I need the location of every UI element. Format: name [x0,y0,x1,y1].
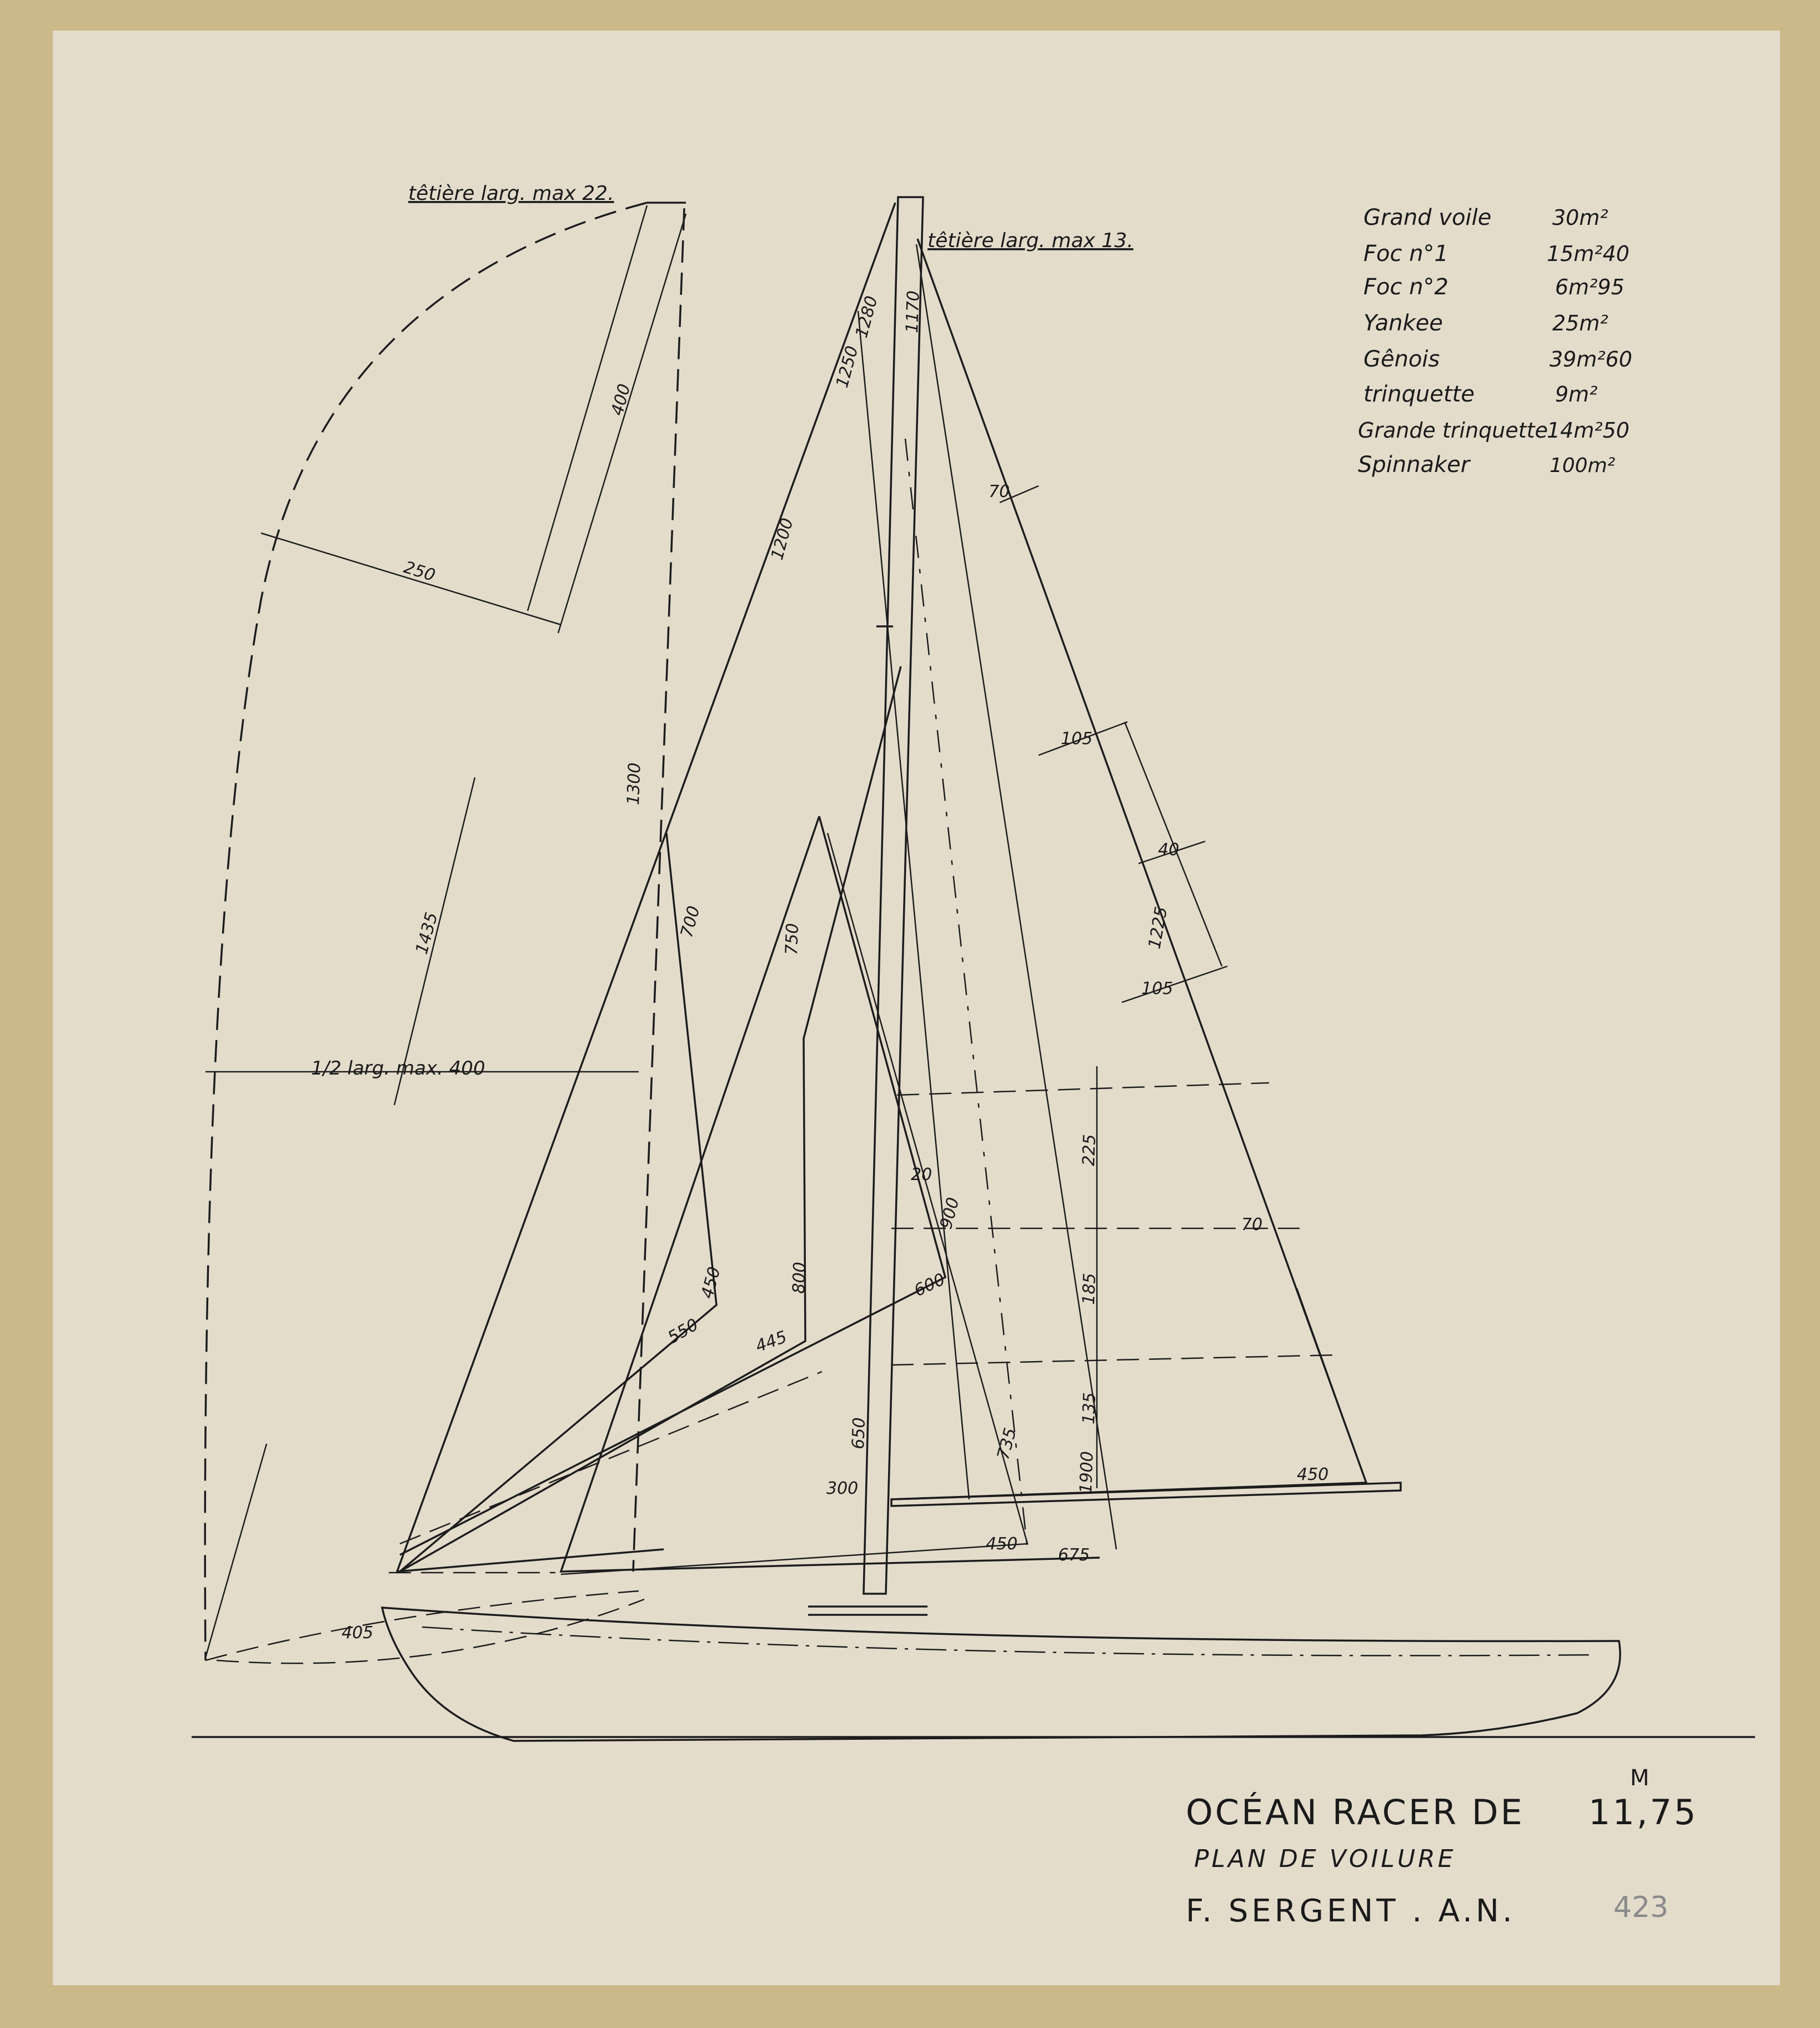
sail-area: 39m²60 [1550,347,1632,372]
sail-area: 9m² [1555,382,1598,406]
sail-area: 6m²95 [1555,275,1625,299]
dim-label: 450 [1297,1465,1329,1484]
sail-name: Foc n°1 [1363,241,1448,267]
sail-name: Yankee [1363,310,1443,336]
dim-label: 1435 [412,910,442,957]
dim-label: 700 [676,903,704,940]
dim-label: 300 [826,1479,859,1498]
dim-label: 1280 [851,294,882,340]
dim-label: 1250 [832,344,863,390]
sail-name: trinquette [1363,381,1475,407]
dim-label: 1225 [1145,905,1172,951]
dim-label: 225 [1079,1133,1100,1167]
dim-label: 800 [789,1261,810,1294]
sail-name: Gênois [1363,347,1440,372]
drawing-title: OCÉAN RACER DE [1186,1792,1525,1833]
dim-label: 445 [753,1327,790,1357]
length-unit: M [1630,1765,1649,1791]
sail-area: 15m²40 [1547,242,1630,266]
dim-label: 185 [1079,1272,1100,1306]
dim-label: 450 [697,1264,725,1301]
dim-label: 550 [664,1314,702,1348]
dim-label: 675 [1058,1545,1090,1565]
length-value: 11,75 [1588,1792,1698,1833]
sail-area: 30m² [1552,205,1608,230]
sail-area: 14m²50 [1547,418,1630,443]
dim-label: 1300 [624,762,645,806]
dim-label: 600 [911,1269,949,1301]
drawing-subtitle: PLAN DE VOILURE [1194,1845,1456,1873]
dim-label: 400 [607,381,635,418]
sail-name: Foc n°2 [1363,274,1448,300]
sail-area: 100m² [1550,454,1616,477]
drawing-author: F. SERGENT . A.N. [1186,1893,1516,1929]
dim-label: 70 [1241,1215,1263,1234]
dim-label: 405 [342,1623,374,1643]
dim-label: 1200 [767,516,798,563]
dim-label: 20 [911,1165,932,1184]
sail-name: Grande trinquette [1358,418,1548,443]
sheet-number: 423 [1613,1891,1669,1924]
dim-label: 1170 [903,290,924,334]
half-width-note: 1/2 larg. max. 400 [311,1057,485,1080]
dim-label: 135 [1079,1392,1100,1425]
dim-label: 70 [989,482,1010,501]
sail-area: 25m² [1552,311,1608,335]
dim-label: 105 [1141,979,1174,998]
main-head-note: têtière larg. max 13. [927,229,1134,252]
dim-label: 750 [782,922,803,956]
dim-label: 735 [993,1425,1021,1462]
dim-label: 900 [936,1195,964,1232]
dim-label: 450 [986,1534,1018,1554]
dim-label: 1900 [1076,1450,1097,1494]
spinnaker-head-note: têtière larg. max 22. [408,182,614,205]
dim-label: 105 [1061,729,1093,749]
sail-name: Spinnaker [1358,452,1470,478]
dim-label: 650 [849,1417,869,1450]
sail-name: Grand voile [1363,205,1492,230]
dim-label: 250 [401,558,438,586]
dim-label: 40 [1158,840,1180,860]
